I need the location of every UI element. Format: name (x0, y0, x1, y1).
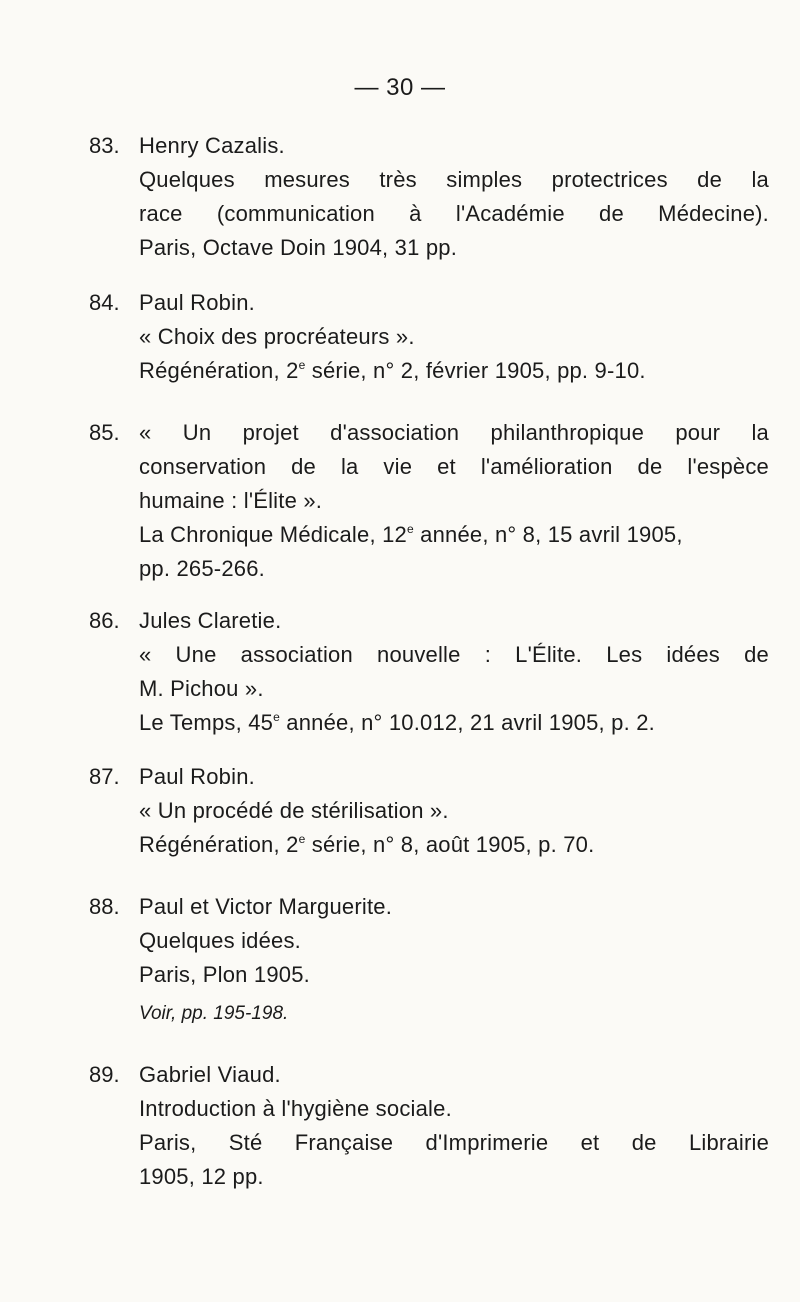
entry-89 (89, 1058, 769, 1194)
entry-85 (89, 416, 769, 586)
entry-line: Le Temps, 45e année, n° 10.012, 21 avril 1905, p. 2. (139, 710, 655, 735)
page-number: — 30 — (354, 74, 446, 101)
entry-line: « Choix des procréateurs ». (139, 324, 415, 349)
entry-line: « Une association nouvelle : L'Élite. Les idées de (139, 642, 769, 667)
entry-line: « Un procédé de stérilisation ». (139, 798, 449, 823)
entry-line: M. Pichou ». (139, 676, 264, 701)
entry-line: Régénération, 2e série, n° 2, février 1905, pp. 9-10. (139, 358, 646, 383)
entry-88 (89, 890, 769, 1028)
entry-line: pp. 265-266. (139, 556, 265, 581)
entry-number: 84. (89, 290, 120, 315)
entry-87 (89, 760, 769, 862)
entry-number: 87. (89, 764, 120, 789)
entry-note: Voir, pp. 195-198. (139, 1003, 289, 1024)
entry-line: Henry Cazalis. (139, 133, 285, 158)
entry-number: 89. (89, 1062, 120, 1087)
entry-line: 1905, 12 pp. (139, 1164, 264, 1189)
entry-line: Jules Claretie. (139, 608, 282, 633)
entry-line: Paris, Octave Doin 1904, 31 pp. (139, 235, 458, 260)
entry-number: 83. (89, 133, 120, 158)
entry-line: race (communication à l'Académie de Médecine). (139, 201, 769, 226)
entry-line: Paris, Plon 1905. (139, 962, 310, 987)
entry-line: Quelques mesures très simples protectrices de la (139, 167, 769, 192)
entry-line: conservation de la vie et l'amélioration de l'espèce (139, 454, 769, 479)
entry-86 (89, 604, 769, 740)
entry-number: 85. (89, 420, 120, 445)
entry-line: Régénération, 2e série, n° 8, août 1905, p. 70. (139, 832, 595, 857)
entry-line: humaine : l'Élite ». (139, 488, 323, 513)
entry-line: Gabriel Viaud. (139, 1062, 281, 1087)
entry-line: Quelques idées. (139, 928, 301, 953)
entry-line: Paul Robin. (139, 764, 255, 789)
entry-line: Paul Robin. (139, 290, 255, 315)
entry-83 (89, 129, 769, 265)
entry-84 (89, 286, 769, 388)
entry-line: Paris, Sté Française d'Imprimerie et de Librairie (139, 1130, 769, 1155)
entry-line: Paul et Victor Marguerite. (139, 894, 393, 919)
entry-number: 88. (89, 894, 120, 919)
entry-line: « Un projet d'association philanthropique pour la (139, 420, 769, 445)
entry-line: Introduction à l'hygiène sociale. (139, 1096, 452, 1121)
entry-number: 86. (89, 608, 120, 633)
entry-line: La Chronique Médicale, 12e année, n° 8, 15 avril 1905, (139, 522, 683, 547)
